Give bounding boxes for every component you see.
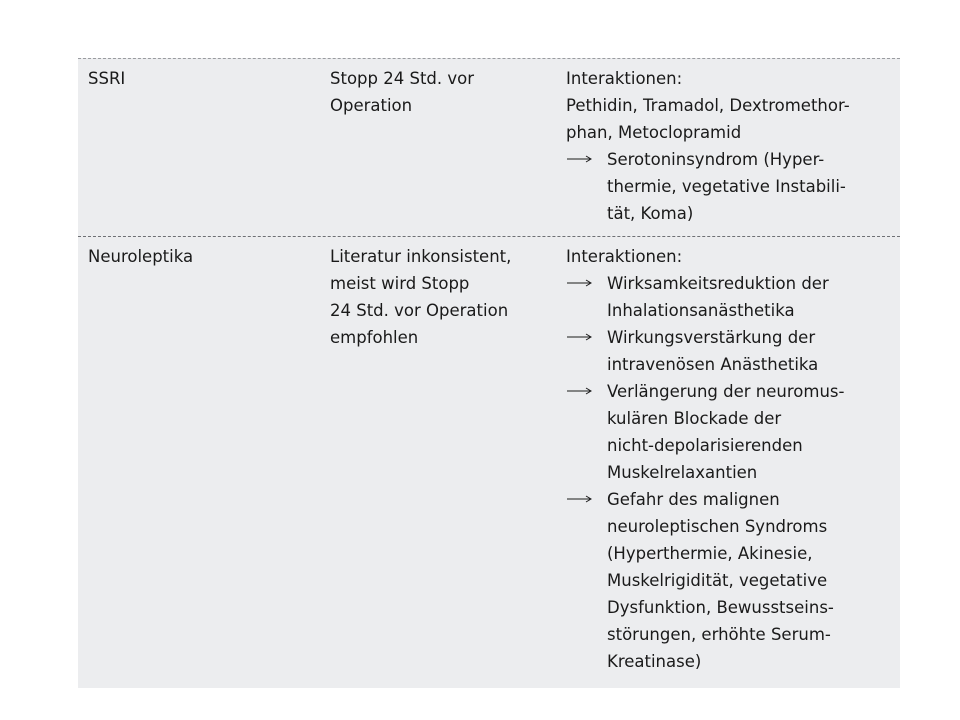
interactions-header: Interaktionen:: [566, 247, 683, 266]
interaction-item-line: neuroleptischen Syndroms: [607, 517, 828, 536]
drug-name: SSRI: [88, 69, 126, 88]
interaction-item-line: Kreatinase): [607, 652, 702, 671]
interactions-header: Interaktionen:: [566, 69, 683, 88]
interaction-item-line: Verlängerung der neuromus-: [607, 382, 845, 401]
arrow-right-icon: [566, 324, 596, 351]
interaction-item-line: Muskelrigidität, vegetative: [607, 571, 828, 590]
interaction-item-line: Gefahr des malignen: [607, 490, 780, 509]
arrow-right-icon: [566, 146, 596, 173]
recommendation-line: meist wird Stopp: [330, 274, 470, 293]
arrow-right-icon: [566, 270, 596, 297]
interaction-item: [566, 270, 844, 324]
interaction-item-line: Serotoninsyndrom (Hyper-: [607, 150, 825, 169]
interaction-item: [566, 486, 844, 675]
interactions-cell: [566, 65, 850, 227]
drug-name-cell: [88, 65, 125, 92]
interaction-item-line: Wirksamkeitsreduktion der: [607, 274, 829, 293]
table-row-ssri: [78, 58, 900, 236]
interaction-item-line: Dysfunktion, Bewusstseins-: [607, 598, 834, 617]
recommendation-cell: [330, 243, 511, 351]
drug-name-cell: [88, 243, 193, 270]
interaction-item-line: Inhalationsanästhetika: [607, 301, 795, 320]
arrow-right-icon: [566, 378, 596, 405]
interaction-item: [566, 378, 844, 486]
interaction-item: [566, 324, 844, 378]
interaction-plain-line: phan, Metoclopramid: [566, 123, 742, 142]
interaction-item-line: Wirkungsverstärkung der: [607, 328, 816, 347]
interaction-item-line: nicht-depolarisierenden: [607, 436, 803, 455]
recommendation-line: 24 Std. vor Operation: [330, 301, 509, 320]
interaction-item-line: tät, Koma): [607, 204, 694, 223]
interaction-item-line: intravenösen Anästhetika: [607, 355, 819, 374]
interaction-item-line: thermie, vegetative Instabili-: [607, 177, 846, 196]
recommendation-cell: [330, 65, 474, 119]
interaction-item-line: (Hyperthermie, Akinesie,: [607, 544, 813, 563]
interaction-item-line: kulären Blockade der: [607, 409, 782, 428]
arrow-right-icon: [566, 486, 596, 513]
interactions-cell: [566, 243, 844, 675]
recommendation-line: Literatur inkonsistent,: [330, 247, 512, 266]
interaction-item-line: Muskelrelaxantien: [607, 463, 758, 482]
interaction-plain-line: Pethidin, Tramadol, Dextromethor-: [566, 96, 850, 115]
recommendation-line: Stopp 24 Std. vor: [330, 69, 475, 88]
recommendation-line: empfohlen: [330, 328, 419, 347]
table-row-neuroleptika: [78, 236, 900, 688]
interaction-item-line: störungen, erhöhte Serum-: [607, 625, 831, 644]
recommendation-line: Operation: [330, 96, 413, 115]
drug-name: Neuroleptika: [88, 247, 194, 266]
interaction-item: [566, 146, 850, 227]
drug-interaction-table: [78, 58, 900, 688]
